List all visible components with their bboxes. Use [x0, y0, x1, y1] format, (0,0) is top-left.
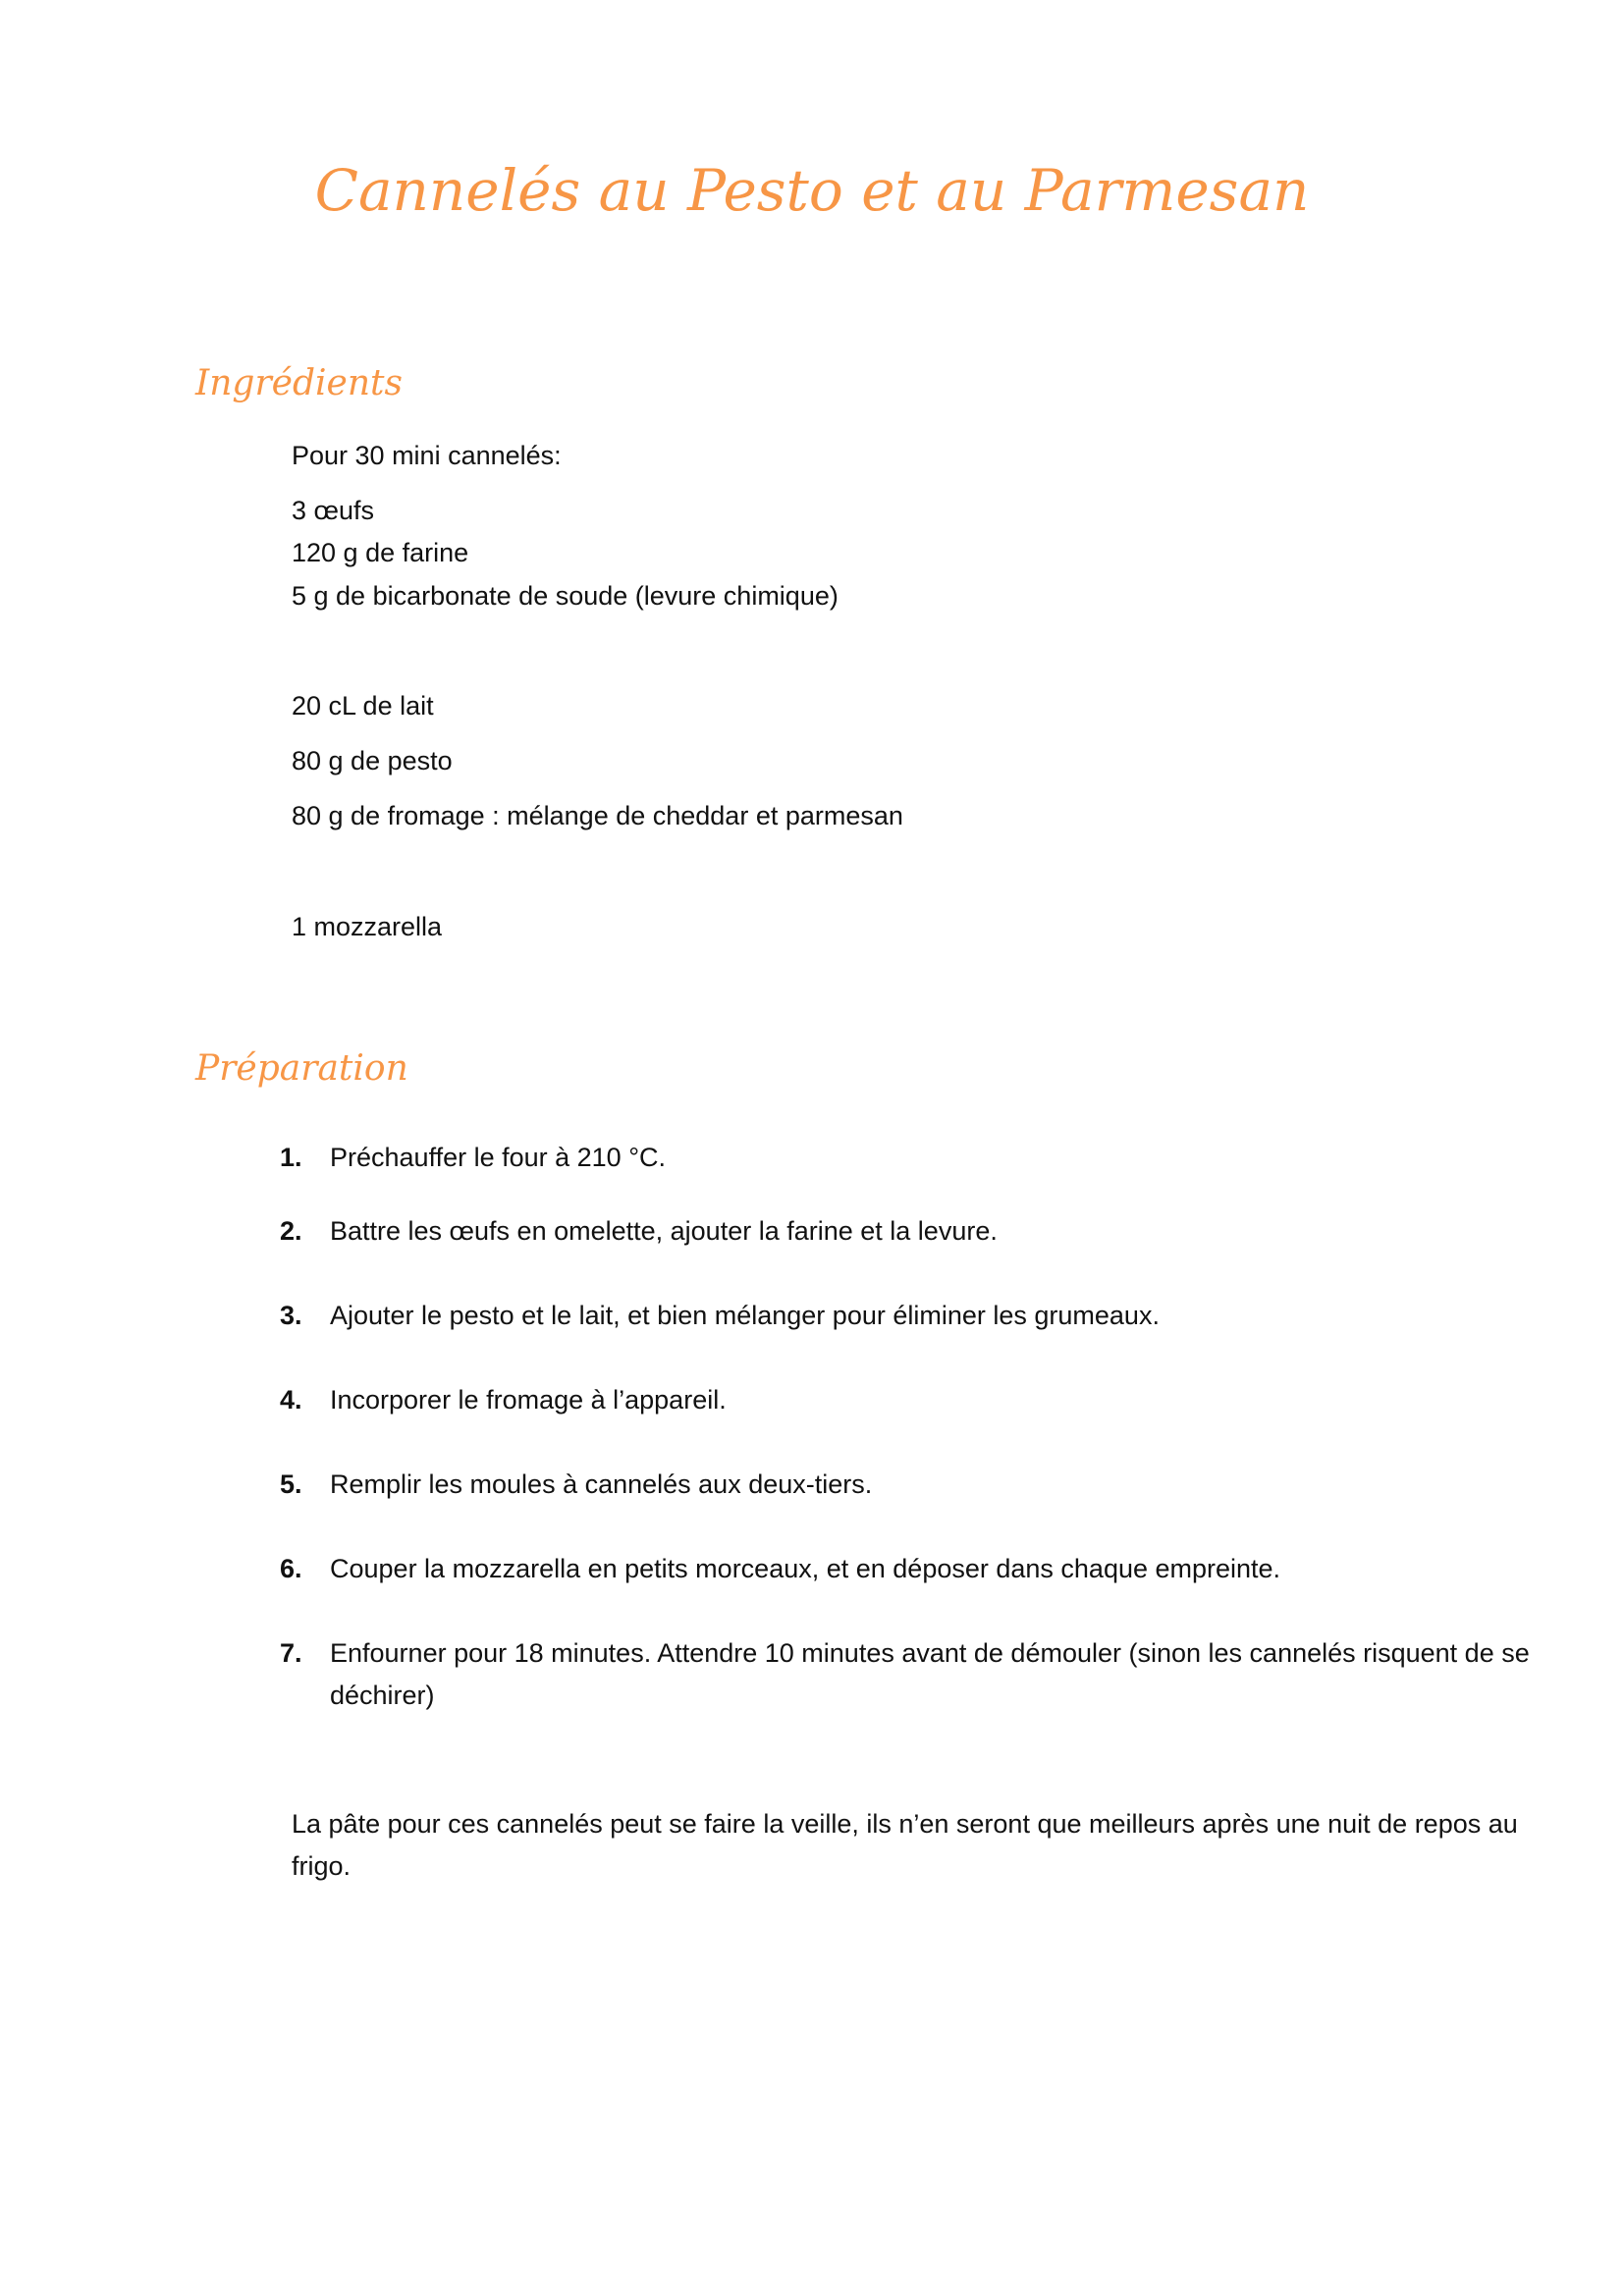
ingredient-line: 1 mozzarella: [292, 912, 443, 941]
ingredients-heading: Ingrédients: [195, 363, 403, 403]
step-number: 5.: [280, 1469, 302, 1499]
step-number: 1.: [280, 1143, 302, 1172]
step-text: Ajouter le pesto et le lait, et bien mélanger pour éliminer les grumeaux.: [330, 1301, 1160, 1330]
ingredient-line: 3 œufs: [292, 496, 375, 525]
step-number: 4.: [280, 1385, 302, 1415]
preparation-heading: Préparation: [195, 1048, 408, 1089]
step-text: Battre les œufs en omelette, ajouter la farine et la levure.: [330, 1216, 998, 1246]
ingredient-line: 80 g de pesto: [292, 746, 453, 775]
ingredient-line: 120 g de farine: [292, 538, 469, 567]
ingredient-line: 5 g de bicarbonate de soude (levure chimique): [292, 581, 839, 611]
step-number: 7.: [280, 1638, 302, 1668]
step-text: Couper la mozzarella en petits morceaux, et en déposer dans chaque empreinte.: [330, 1554, 1281, 1583]
step-number: 3.: [280, 1301, 302, 1330]
step-text: Enfourner pour 18 minutes. Attendre 10 minutes avant de démouler (sinon les cannelés risquent de se déchirer): [330, 1638, 1530, 1710]
step-number: 2.: [280, 1216, 302, 1246]
ingredient-line: 20 cL de lait: [292, 691, 434, 721]
ingredient-line: 80 g de fromage : mélange de cheddar et parmesan: [292, 801, 903, 830]
ingredient-line: Pour 30 mini cannelés:: [292, 441, 562, 470]
step-text: Préchauffer le four à 210 °C.: [330, 1143, 666, 1172]
step-text: Remplir les moules à cannelés aux deux-tiers.: [330, 1469, 873, 1499]
recipe-note: La pâte pour ces cannelés peut se faire la veille, ils n’en seront que meilleurs après une nuit de repos au frigo.: [292, 1809, 1518, 1881]
recipe-title: Cannelés au Pesto et au Parmesan: [314, 157, 1310, 224]
step-number: 6.: [280, 1554, 302, 1583]
step-text: Incorporer le fromage à l’appareil.: [330, 1385, 727, 1415]
